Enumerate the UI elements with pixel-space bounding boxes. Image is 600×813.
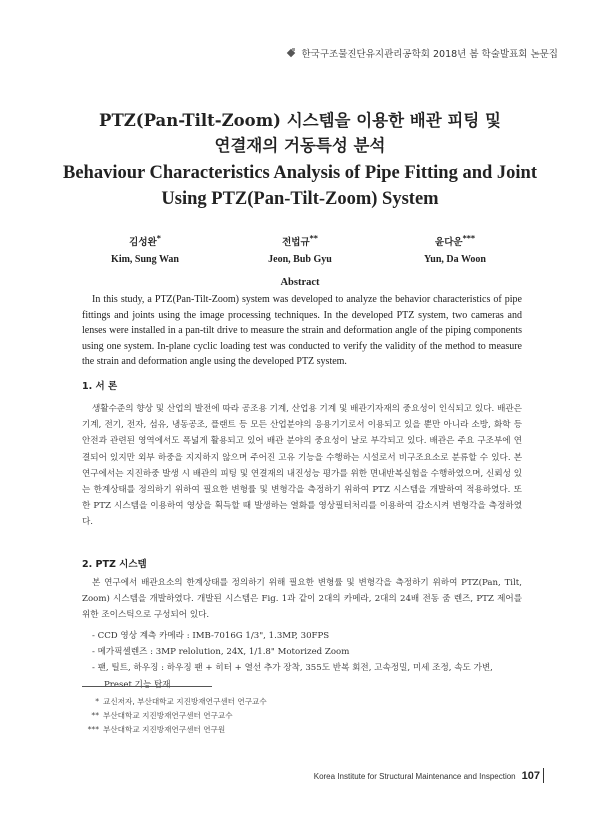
author-mark: * <box>156 234 161 243</box>
author-mark: *** <box>462 234 475 243</box>
section-1-body: 생활수준의 향상 및 산업의 발전에 따라 공조용 기계, 산업용 기계 및 배관기자재의 중요성이 인식되고 있다. 배관은 기계, 전기, 전자, 섬유, 냉동공조, 플랜트 등 모든 산업분야의 응용기기로서 이용되고 있을 뿐만 아니라 소방, 화학 등 안전과 관련된 영역에서도 폭넓게 활용되고 있어 배관 분야의 중요성이 날로 부각되고 있다. 배관은 주요 구조부에 연결되어 있지만 외부 하중을 지지하지 않으며 주어진 고유 기능을 수행하는 시설로서 비구조요소로 분류할 수 있다. 본 연구에서는 지진하중 발생 시 배관의 피팅 및 연결재의 내진성능 평가를 위한 면내반복실험을 수행하였으며, 신뢰성 있는 한계상태를 정의하기 위하여 필요한 변형률 및 변형각을 측정하기 위하여 PTZ 시스템을 개발하여 적용하였다. 또한 PTZ 시스템을 이용하여 영상을 획득할 때 발생하는 열화를 영상필터처리를 이용하여 감소시켜 변형각을 측정하였다. <box>82 404 522 528</box>
running-header <box>288 46 558 60</box>
equipment-list <box>92 628 522 693</box>
author-name-en: Kim, Sung Wan <box>111 254 179 266</box>
list-item: - CCD 영상 계측 카메라 : IMB-7016G 1/3", 1.3MP, 30FPS <box>92 631 330 641</box>
title-english-line-2: Using PTZ(Pan-Tilt-Zoom) System <box>161 189 439 209</box>
footnote-divider <box>82 686 212 687</box>
section-2-body: 본 연구에서 배관요소의 한계상태를 정의하기 위해 필요한 변형률 및 변형각을 측정하기 위하여 PTZ(Pan, Tilt, Zoom) 시스템을 개발하였다. 개발된 시스템은 Fig. 1과 같이 2대의 카메라, 2대의 24배 전동 줌 렌즈, PTZ 제어를 위한 조이스틱으로 구성되어 있다. <box>82 578 522 621</box>
diamond-bullet-icon <box>288 49 297 58</box>
page-number: 107 <box>521 770 540 782</box>
author-name-ko: 윤다운 <box>435 237 463 249</box>
footnote-mark: ** <box>91 711 99 720</box>
footnote <box>82 709 267 723</box>
footnote <box>82 723 267 737</box>
title-english <box>0 160 600 212</box>
author-name-en: Yun, Da Woon <box>424 254 486 266</box>
author-name-ko: 전법규 <box>282 237 310 249</box>
footnote-text: 교신저자, 부산대학교 지진방재연구센터 연구교수 <box>103 697 267 706</box>
footnote <box>82 695 267 709</box>
page-footer <box>314 770 540 782</box>
section-1-heading: 1. 서 론 <box>82 381 118 392</box>
footnote-mark: * <box>95 697 99 706</box>
section-2-heading: 2. PTZ 시스템 <box>82 559 147 570</box>
title-english-line-1: Behaviour Characteristics Analysis of Pipe Fitting and Joint <box>63 163 537 183</box>
author-name-ko: 김성완 <box>129 237 157 249</box>
author-name-en: Jeon, Bub Gyu <box>268 254 332 266</box>
abstract-body: In this study, a PTZ(Pan-Tilt-Zoom) system was developed to analyze the behavior characteristics of pipe fittings and joints using the image processing techniques. In the developed PTZ system, two cameras and lenses were installed in a pan-tilt drive to measure the strain and deformation angle of the piping components using one system. In-plane cyclic loading test was conducted to verify the validity of the method to measure the strain and deformation angle using the developed PTZ system. <box>82 294 522 367</box>
abstract-heading: Abstract <box>280 277 320 288</box>
footnote-text: 부산대학교 지진방재연구센터 연구교수 <box>103 711 233 720</box>
list-item: - 팬, 틸트, 하우징 : 하우징 팬 + 히터 + 열선 추가 장착, 355도 반복 회전, 고속정밀, 미세 조정, 속도 가변, Preset 기능 탑재 <box>92 663 493 690</box>
author-list <box>70 230 530 268</box>
title-korean-line-1: PTZ(Pan-Tilt-Zoom) 시스템을 이용한 배관 피팅 및 <box>99 111 501 130</box>
author-mark: ** <box>309 234 318 243</box>
title-korean-line-2: 연결재의 거동특성 분석 <box>214 136 386 155</box>
title-korean <box>0 108 600 158</box>
author-3 <box>380 230 530 268</box>
footer-publisher: Korea Institute for Structural Maintenance and Inspection <box>313 771 516 781</box>
list-item: - 메가픽셀렌즈 : 3MP relolution, 24X, 1/1.8" Motorized Zoom <box>92 647 350 658</box>
running-title: 한국구조물진단유지관리공학회 2018년 봄 학술발표회 논문집 <box>301 49 558 60</box>
author-1 <box>70 230 220 268</box>
footnote-text: 부산대학교 지진방재연구센터 연구원 <box>103 725 226 734</box>
footer-divider <box>543 768 544 783</box>
footnotes <box>82 695 267 737</box>
author-2 <box>225 230 375 268</box>
footnote-mark: *** <box>87 725 99 734</box>
